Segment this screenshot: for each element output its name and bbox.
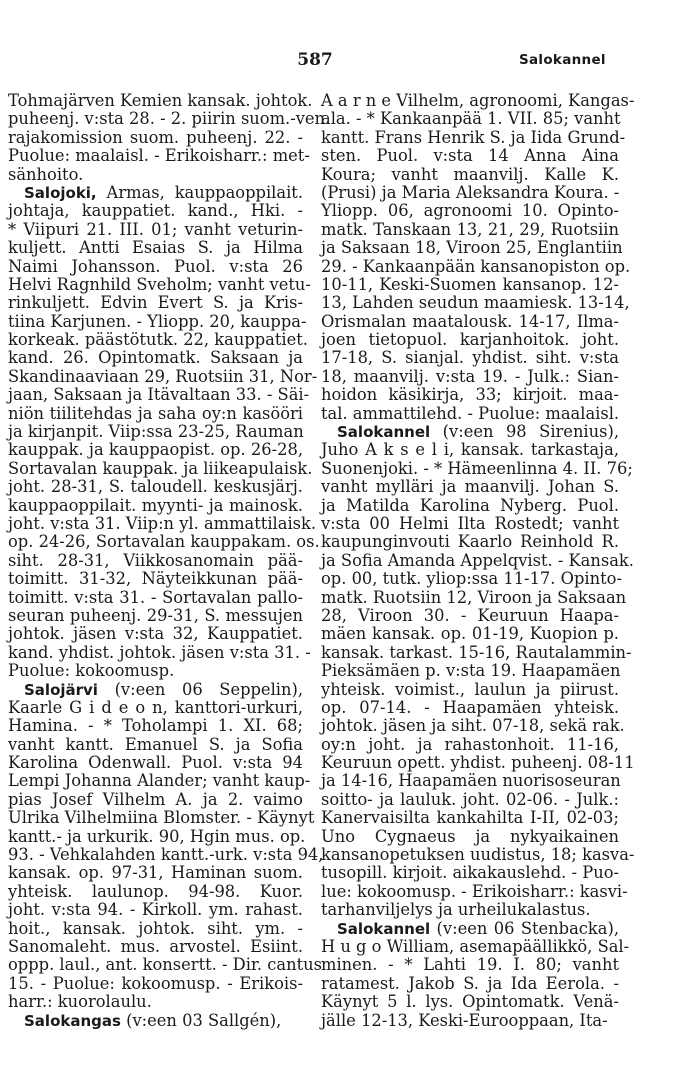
running-head: Salokannel bbox=[519, 52, 606, 68]
text-line: kaupunginvouti Kaarlo Reinhold R. bbox=[321, 532, 619, 552]
text-line: oppp. laul., ant. konsertt. - Dir. cantus bbox=[8, 955, 322, 975]
text-line: 18, maanvilj. v:sta 19. - Julk.: Sian- bbox=[321, 366, 619, 386]
text-line: Ulrika Vilhelmiina Blomster. - Käynyt bbox=[8, 808, 315, 828]
text-line: hoit., kansak. johtok. siht. ym. - bbox=[8, 918, 303, 938]
text-line: toimitt. v:sta 31. - Sortavalan pallo- bbox=[8, 587, 303, 607]
text-line: matk. Ruotsiin 12, Viroon ja Saksaan bbox=[321, 587, 627, 607]
text-line: Käynyt 5 l. lys. Opintomatk. Venä- bbox=[321, 992, 619, 1012]
entry-first-line: Salojoki, Armas, kauppaoppilait. bbox=[24, 182, 303, 202]
text-line: op. 07-14. - Haapamäen yhteisk. bbox=[321, 697, 619, 717]
text-line: sänhoito. bbox=[8, 164, 84, 184]
text-line: joen tietopuol. karjanhoitok. joht. bbox=[321, 330, 619, 350]
text-line: kauppak. ja kauppaopist. op. 26-28, bbox=[8, 440, 303, 460]
text-line: lue: kokoomusp. - Erikoisharr.: kasvi- bbox=[321, 881, 628, 901]
entry-head: Salojärvi bbox=[24, 680, 98, 699]
text-line: Sortavalan kauppak. ja liikeapulaisk. bbox=[8, 458, 313, 478]
text-line: ala. - * Kankaanpää 1. VII. 85; vanht bbox=[321, 109, 621, 129]
text-line: seuran puheenj. 29-31, S. messujen bbox=[8, 605, 303, 625]
text-line: joht. 28-31, S. taloudell. keskusjärj. bbox=[8, 477, 303, 497]
text-line: ja 14-16, Haapamäen nuorisoseuran bbox=[321, 771, 621, 791]
entry-head: Salokannel bbox=[337, 919, 431, 938]
text-line: mäen kansak. op. 01-19, Kuopion p. bbox=[321, 624, 619, 644]
text-line: Keuruun opett. yhdist. puheenj. 08-11 bbox=[321, 753, 635, 773]
text-line: harr.: kuorolaulu. bbox=[8, 992, 152, 1012]
text-line: Yliopp. 06, agronoomi 10. Opinto- bbox=[321, 201, 619, 221]
text-line: tarhanviljelys ja urheilukalastus. bbox=[321, 900, 591, 920]
text-line: Helvi Ragnhild Sveholm; vanht vetu- bbox=[8, 274, 311, 294]
text-line: 29. - Kankaanpään kansanopiston op. bbox=[321, 256, 631, 276]
text-line: 13, Lahden seudun maamiesk. 13-14, bbox=[321, 293, 630, 313]
text-line: matk. Tanskaan 13, 21, 29, Ruotsiin bbox=[321, 219, 619, 239]
text-line: v:sta 00 Helmi Ilta Rostedt; vanht bbox=[321, 513, 619, 533]
text-line: op. 24-26, Sortavalan kauppakam. os. bbox=[8, 532, 320, 552]
entry-head: Salojoki, bbox=[24, 183, 97, 202]
text-line: kuljett. Antti Esaias S. ja Hilma bbox=[8, 238, 303, 258]
text-line: joht. v:sta 94. - Kirkoll. ym. rahast. bbox=[8, 900, 303, 920]
text-line: ratamest. Jakob S. ja Ida Eerola. - bbox=[321, 973, 619, 993]
text-line: H u g o William, asemapäällikkö, Sal- bbox=[321, 936, 630, 956]
entry-first-line: Salojärvi (v:een 06 Seppelin), bbox=[24, 679, 303, 699]
text-line: minen. - * Lahti 19. I. 80; vanht bbox=[321, 955, 619, 975]
text-line: kantt. Frans Henrik S. ja Iida Grund- bbox=[321, 127, 626, 147]
text-line: Lempi Johanna Alander; vanht kaup- bbox=[8, 771, 311, 791]
entry-first-line: Salokannel (v:een 98 Sirenius), bbox=[337, 422, 619, 442]
text-line: vanht kantt. Emanuel S. ja Sofia bbox=[8, 734, 303, 754]
text-line: toimitt. 31-32, Näyteikkunan pää- bbox=[8, 569, 303, 589]
text-line: 10-11, Keski-Suomen kansanop. 12- bbox=[321, 274, 619, 294]
text-line: vanht mylläri ja maanvilj. Johan S. bbox=[321, 477, 619, 497]
text-line: Karolina Odenwall. Puol. v:sta 94 bbox=[8, 753, 303, 773]
text-line: Kanervaisilta kankahilta I-II, 02-03; bbox=[321, 808, 619, 828]
text-line: 15. - Puolue: kokoomusp. - Erikois- bbox=[8, 973, 303, 993]
text-line: kand. 26. Opintomatk. Saksaan ja bbox=[8, 348, 303, 368]
text-line: Juho A k s e l i, kansak. tarkastaja, bbox=[321, 440, 619, 460]
text-line: Skandinaaviaan 29, Ruotsiin 31, Nor- bbox=[8, 366, 318, 386]
text-line: jaan, Saksaan ja Itävaltaan 33. - Säi- bbox=[8, 385, 310, 405]
text-line: * Viipuri 21. III. 01; vanht veturin- bbox=[8, 219, 303, 239]
text-line: tiina Karjunen. - Yliopp. 20, kauppa- bbox=[8, 311, 307, 331]
text-line: A a r n e Vilhelm, agronoomi, Kangas- bbox=[321, 91, 635, 110]
text-line: kand. yhdist. johtok. jäsen v:sta 31. - bbox=[8, 642, 311, 662]
text-line: yhteisk. voimist., laulun ja piirust. bbox=[321, 679, 619, 699]
text-line: Hamina. - * Toholampi 1. XI. 68; bbox=[8, 716, 303, 736]
text-line: op. 00, tutk. yliop:ssa 11-17. Opinto- bbox=[321, 569, 622, 589]
text-line: niön tiilitehdas ja saha oy:n kasööri bbox=[8, 403, 303, 423]
text-line: ja Matilda Karolina Nyberg. Puol. bbox=[321, 495, 619, 515]
text-line: rajakomission suom. puheenj. 22. - bbox=[8, 127, 303, 147]
left-column bbox=[8, 91, 331, 1030]
text-line: puheenj. v:sta 28. - 2. piirin suom.-ven. bbox=[8, 109, 331, 129]
entry-head: Salokangas bbox=[24, 1011, 121, 1030]
text-line: Pieksämäen p. v:sta 19. Haapamäen bbox=[321, 661, 621, 681]
text-line: kansak. op. 97-31, Haminan suom. bbox=[8, 863, 303, 883]
page-number: 587 bbox=[297, 50, 333, 70]
text-line: Tohmajärven Kemien kansak. johtok. bbox=[8, 91, 313, 110]
text-line: korkeak. päästötutk. 22, kauppatiet. bbox=[8, 330, 308, 350]
text-line: ja kirjanpit. Viip:ssa 23-25, Rauman bbox=[8, 422, 304, 442]
text-line: Koura; vanht maanvilj. Kalle K. bbox=[321, 164, 619, 184]
text-line: johtok. jäsen v:sta 32, Kauppatiet. bbox=[8, 624, 303, 644]
text-line: Suonenjoki. - * Hämeenlinna 4. II. 76; bbox=[321, 458, 633, 478]
text-line: ja Saksaan 18, Viroon 25, Englantiin bbox=[321, 238, 623, 258]
text-line: siht. 28-31, Viikkosanomain pää- bbox=[8, 550, 303, 570]
text-line: rinkuljett. Edvin Evert S. ja Kris- bbox=[8, 293, 303, 313]
text-line: yhteisk. laulunop. 94-98. Kuor. bbox=[8, 881, 303, 901]
text-line: kantt.- ja urkurik. 90, Hgin mus. op. bbox=[8, 826, 306, 846]
text-line: oy:n joht. ja rahastonhoit. 11-16, bbox=[321, 734, 619, 754]
text-line: joht. v:sta 31. Viip:n yl. ammattilaisk. bbox=[8, 513, 317, 533]
text-line: tusopill. kirjoit. aikakauslehd. - Puo- bbox=[321, 863, 619, 883]
text-line: Orismalan maatalousk. 14-17, Ilma- bbox=[321, 311, 619, 331]
text-line: kansanopetuksen uudistus, 18; kasva- bbox=[321, 845, 635, 865]
text-line: hoidon käsikirja, 33; kirjoit. maa- bbox=[321, 385, 619, 405]
text-line: pias Josef Vilhelm A. ja 2. vaimo bbox=[8, 789, 303, 809]
text-line: jälle 12-13, Keski-Eurooppaan, Ita- bbox=[321, 1010, 608, 1030]
text-line: kansak. tarkast. 15-16, Rautalammin- bbox=[321, 642, 632, 662]
text-line: (Prusi) ja Maria Aleksandra Koura. - bbox=[321, 182, 620, 202]
text-line: johtaja, kauppatiet. kand., Hki. - bbox=[8, 201, 303, 221]
text-line: 93. - Vehkalahden kantt.-urk. v:sta 94, bbox=[8, 845, 324, 865]
text-line: tal. ammattilehd. - Puolue: maalaisl. bbox=[321, 403, 620, 423]
text-line: kauppaoppilait. myynti- ja mainosk. bbox=[8, 495, 303, 515]
text-line: johtok. jäsen ja siht. 07-18, sekä rak. bbox=[321, 716, 625, 736]
text-line: 28, Viroon 30. - Keuruun Haapa- bbox=[321, 605, 619, 625]
text-line: Sanomaleht. mus. arvostel. Esiint. bbox=[8, 936, 303, 956]
text-line: Puolue: maalaisl. - Erikoisharr.: met- bbox=[8, 146, 310, 166]
text-line: Kaarle G i d e o n, kanttori-urkuri, bbox=[8, 697, 303, 717]
entry-head: Salokannel bbox=[337, 423, 431, 442]
text-line: sten. Puol. v:sta 14 Anna Aina bbox=[321, 146, 619, 166]
text-line: ja Sofia Amanda Appelqvist. - Kansak. bbox=[321, 550, 634, 570]
text-line: soitto- ja lauluk. joht. 02-06. - Julk.: bbox=[321, 789, 619, 809]
text-line: 17-18, S. sianjal. yhdist. siht. v:sta bbox=[321, 348, 619, 368]
text-line: Naimi Johansson. Puol. v:sta 26 bbox=[8, 256, 303, 276]
right-column bbox=[321, 91, 635, 1030]
entry-first-line: Salokannel (v:een 06 Stenbacka), bbox=[337, 918, 619, 938]
text-line: Puolue: kokoomusp. bbox=[8, 661, 175, 681]
text-line: Uno Cygnaeus ja nykyaikainen bbox=[321, 826, 619, 846]
entry-first-line: Salokangas (v:een 03 Sallgén), bbox=[24, 1010, 282, 1030]
